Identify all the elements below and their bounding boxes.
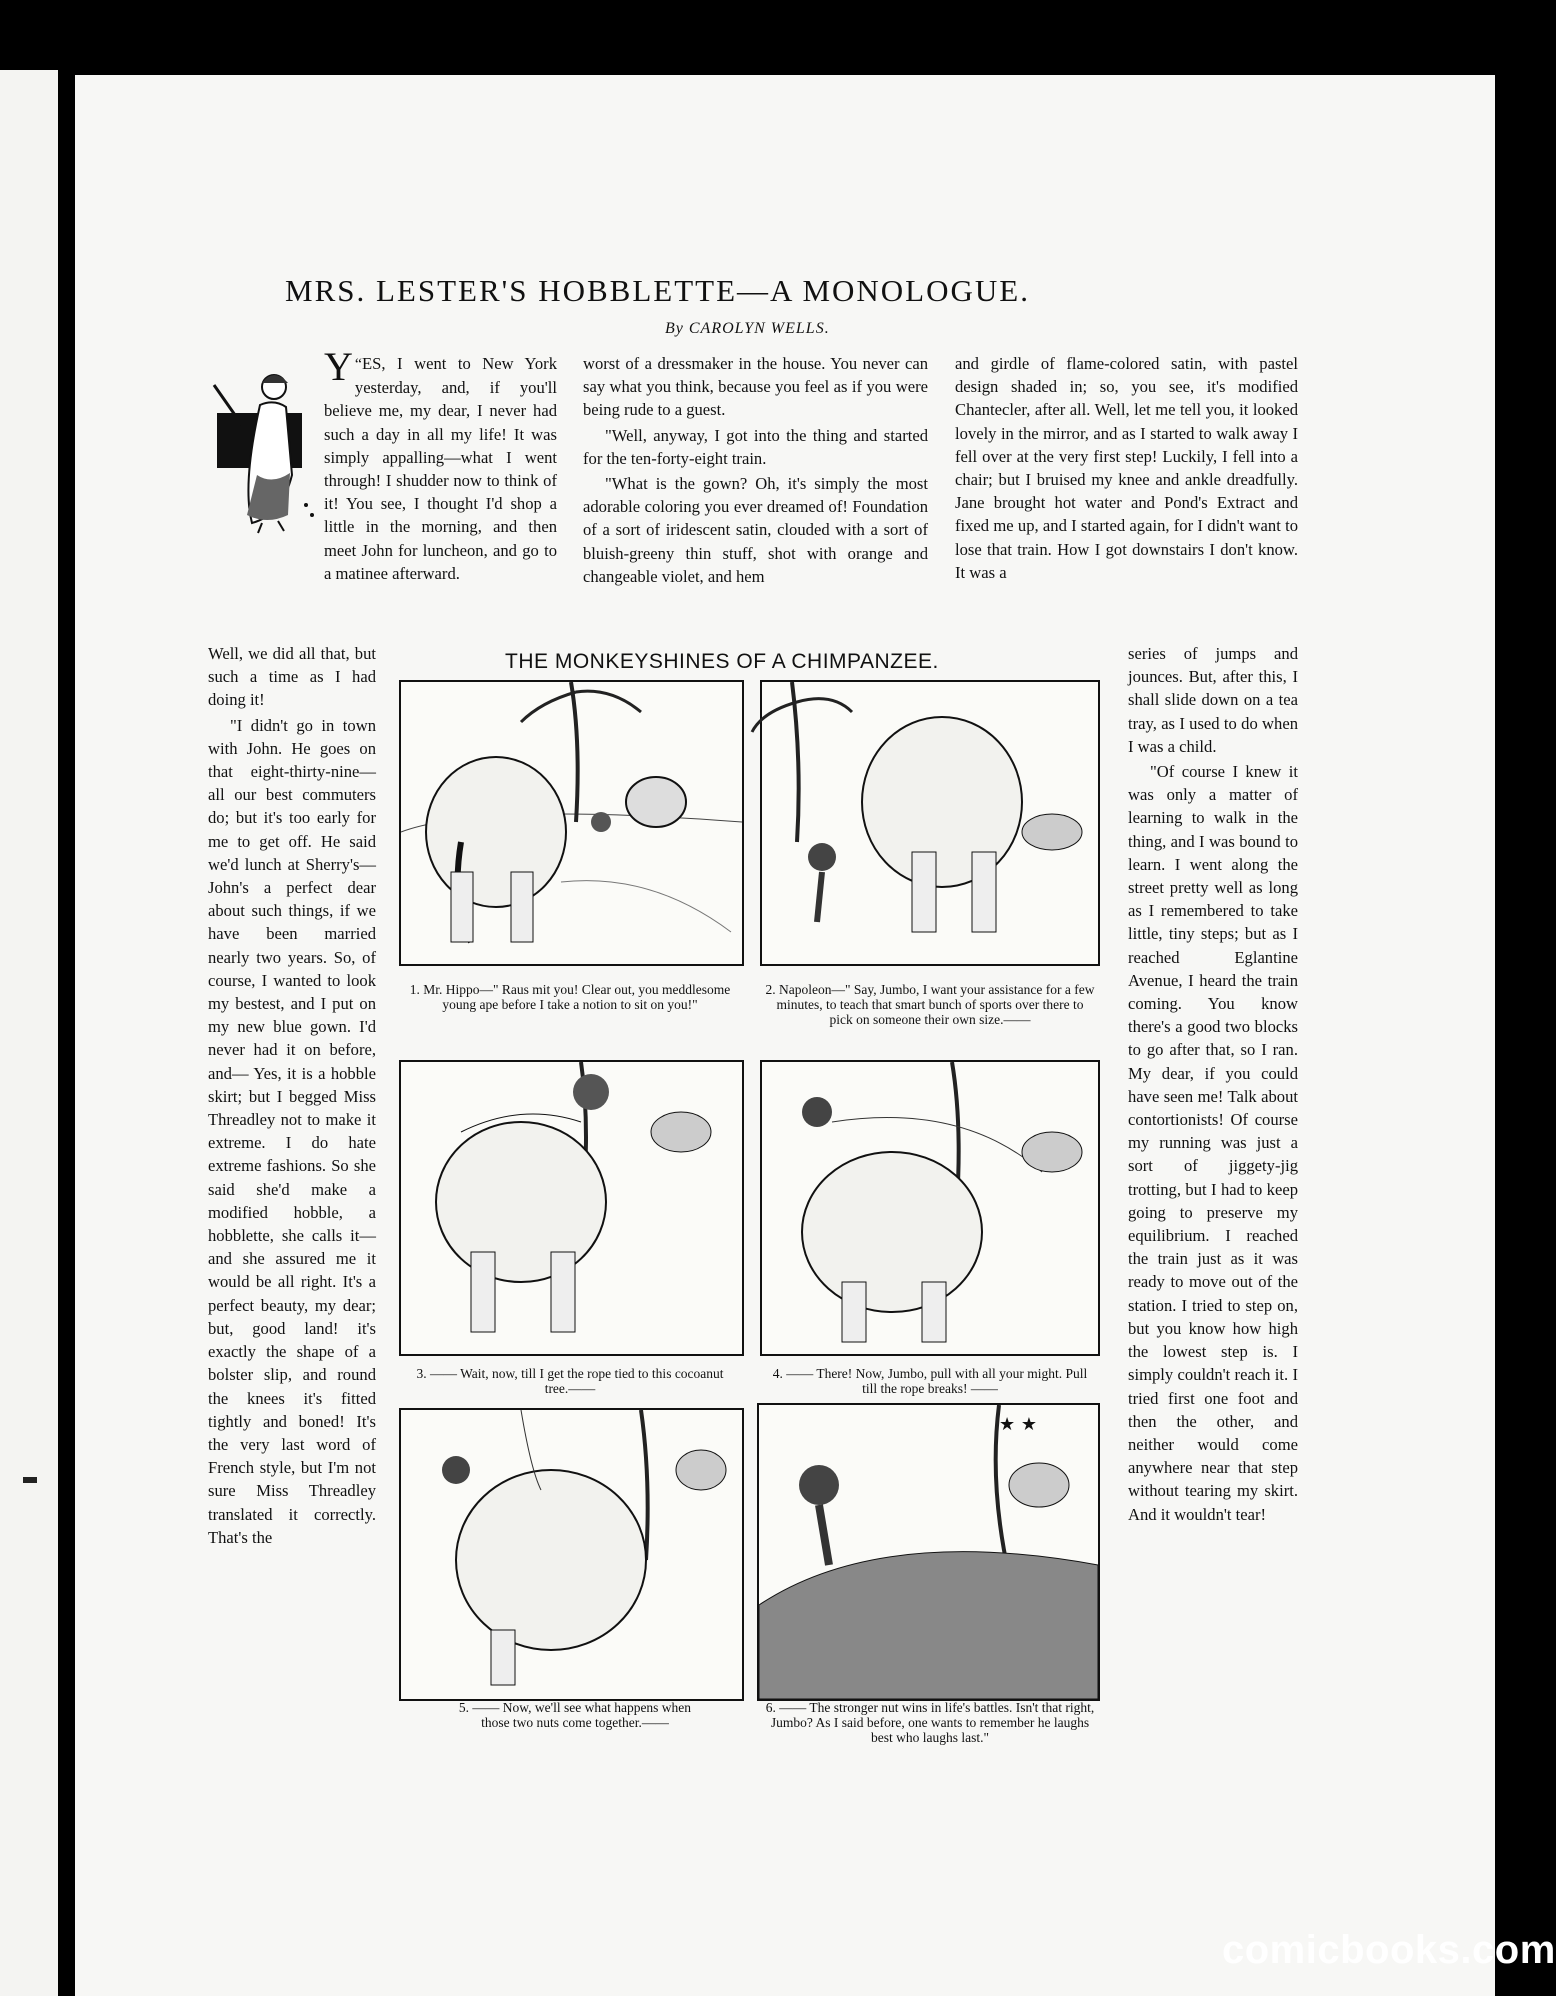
ape-talking-to-elephant-drawing xyxy=(762,682,1098,964)
col4-para-continued: series of jumps and jounces. But, after this, I shall slide down on a tea tray, as I used to do when I was a child. xyxy=(1128,644,1298,756)
caption-6: 6. —— The stronger nut wins in life's battles. Isn't that right, Jumbo? As I said before, one wants to remember he laughs best who laughs last." xyxy=(765,1700,1095,1745)
comic-panel-5 xyxy=(399,1408,744,1701)
caption-5: 5. —— Now, we'll see what happens when those two nuts come together.—— xyxy=(458,1700,692,1730)
collision-aftermath-drawing xyxy=(759,1405,1098,1699)
facing-page-edge xyxy=(0,70,58,1996)
col1-para-2: "I didn't go in town with John. He goes on that eight-thirty-nine—all our best commuters do; but it's too early for me to get off. He said we'd lunch at Sherry's—John's a perfect dear about such things, if we have been married nearly two years. So, of course, I wanted to look my bestest, and I put on my new blue gown. I'd never had it on before, and— Yes, it is a hobble skirt; but I begged Miss Threadley not to make it extreme. I do hate extreme fashions. So she said she'd make a modified hobble, a hobblette, she calls it—and she assured me it would be all right. It's a perfect beauty, my dear; but, good land! it's exactly the shape of a bolster slip, and round the knees it's fitted tightly and boned! It's the very last word of French style, but I'm not sure Miss Threadley translated it correctly. That's the xyxy=(208,715,376,1547)
article-title: MRS. LESTER'S HOBBLETTE—A MONOLOGUE. xyxy=(285,273,1030,308)
article-byline: By CAROLYN WELLS. xyxy=(665,320,830,337)
caption-3: 3. —— Wait, now, till I get the rope tied to this cocoanut tree.—— xyxy=(416,1366,724,1396)
elephant-pulling-rope-drawing xyxy=(762,1062,1098,1354)
col3-para-1: and girdle of flame-colored satin, with pastel design shaded in; so, you see, it's modified Chantecler, after all. Well, let me tell you, it looked lovely in the mirror, and as I started to walk away I fell over at the very first step! Luckily, I fell into a chair; but I bruised my knee and ankle dreadfully. Jane brought hot water and Pond's Extract and fixed me up, and I started again, for I didn't want to lose that train. How I got downstairs I don't know. It was a xyxy=(955,354,1298,582)
comic-panel-6 xyxy=(757,1403,1100,1701)
ape-tying-rope-drawing xyxy=(401,1062,742,1354)
caption-1: 1. Mr. Hippo—" Raus mit you! Clear out, you meddlesome young ape before I take a notion to sit on you!" xyxy=(409,982,731,1012)
caption-2: 2. Napoleon—" Say, Jumbo, I want your assistance for a few minutes, to teach that smart bunch of sports over there to pick on someone their own size.—— xyxy=(765,982,1095,1027)
col2-para-1: worst of a dressmaker in the house. You never can say what you think, because you feel as if you were being rude to a guest. xyxy=(583,354,928,420)
col2-para-3: "What is the gown? Oh, it's simply the most adorable coloring you ever dreamed of! Foundation of a sort of iridescent satin, clouded with a sort of bluish-greeny thin stuff, shot with orange and changeable violet, and hem xyxy=(583,474,928,586)
comic-panel-4 xyxy=(760,1060,1100,1356)
col4-para-2: "Of course I knew it was only a matter of learning to walk in the thing, and I was bound to learn. I went along the street pretty well as long as I remembered to take little, tiny steps; but as I reached Eglantine Avenue, I heard the train coming. You know there's a good two blocks to go after that, so I ran. My dear, if you could have seen me! Talk about contortionists! Of course my running was just a sort of jiggety-jig trotting, but I had to keep going to preserve my equilibrium. I reached the train just as it was ready to move out of the station. I tried to step on, but you know how high the lowest step is. I simply couldn't reach it. I tried first one foot and then the other, and neither would come anywhere near that step without tearing my skirt. And it wouldn't tear! xyxy=(1128,762,1298,1524)
column-4-bottom xyxy=(1128,642,1298,1528)
comic-panel-1 xyxy=(399,680,744,966)
binding-mark xyxy=(23,1477,37,1483)
caption-4: 4. —— There! Now, Jumbo, pull with all your might. Pull till the rope breaks! —— xyxy=(772,1366,1088,1396)
comic-title: THE MONKEYSHINES OF A CHIMPANZEE. xyxy=(505,650,939,673)
column-1-top: “ Y ES, I went to New York yesterday, and, if you'll believe me, my dear, I never had such a day in all my life! It was simply appalling—what I went through! I shudder now to think of it! You see, I thought I'd shop a little in the morning, and then meet John for luncheon, and go to a matinee afterward. xyxy=(324,344,557,583)
elephant-and-ape-drawing xyxy=(401,682,742,964)
col2-para-2: "Well, anyway, I got into the thing and started for the ten-forty-eight train. xyxy=(583,425,928,468)
svg-text:★ ★: ★ ★ xyxy=(999,1414,1037,1435)
column-1-bottom xyxy=(208,642,376,1551)
watermark-logo: comicbooks.com xyxy=(1222,1928,1556,1972)
column-3-top xyxy=(955,352,1298,586)
col1-lead-text: ES, I went to New York yesterday, and, if you'll believe me, my dear, I never had such a day in all my life! It was simply appalling—what I went through! I shudder now to think of it! You see, I thought I'd shop a little in the morning, and then meet John for luncheon, and go to a matinee afterward. xyxy=(324,354,557,583)
comic-panel-2 xyxy=(760,680,1100,966)
hippo-charging-drawing xyxy=(401,1410,742,1699)
col1-para-continued: Well, we did all that, but such a time as I had doing it! xyxy=(208,644,376,710)
column-2-top xyxy=(583,352,928,590)
comic-panel-3 xyxy=(399,1060,744,1356)
drop-cap: Y xyxy=(324,344,353,389)
